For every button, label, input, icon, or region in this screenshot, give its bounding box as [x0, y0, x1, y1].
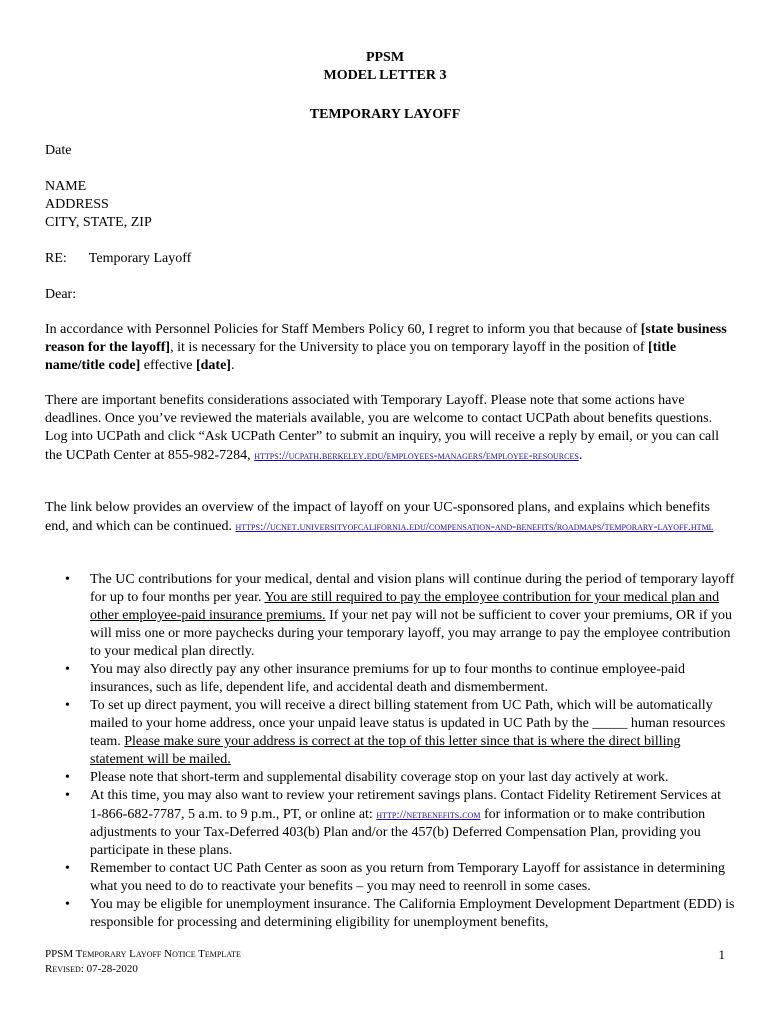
ucnet-layoff-link[interactable]: https://ucnet.universityofcalifornia.edu/compensation-and-benefits/roadmaps/temporary-layoff.html — [235, 519, 714, 533]
re-line — [45, 250, 191, 268]
benefits-bullet-list — [45, 571, 735, 932]
date-line: Date — [45, 143, 72, 158]
para1-text-e: effective — [140, 358, 196, 373]
list-item — [90, 787, 735, 860]
list-item: • Please note that short-term and supplemental disability coverage stop on your last day actively at work. — [90, 769, 735, 787]
address-block — [45, 178, 152, 232]
netbenefits-link[interactable]: http://netbenefits.com — [376, 807, 481, 821]
para1-text-a: In accordance with Personnel Policies for Staff Members Policy 60, I regret to inform you that because of — [45, 322, 641, 337]
re-label: RE: — [45, 251, 67, 266]
list-item — [90, 697, 735, 769]
bullet5-text-b: for information or to make contribution adjustments to your Tax-Deferred 403(b) Plan and/or the 457(b) Deferred Compensation Plan, providing you participate in these plans. — [90, 807, 706, 858]
para3-text: The link below provides an overview of the impact of layoff on your UC-sponsored plans, and explains which benefits end, and which can be continued. — [45, 500, 710, 534]
address-name: NAME — [45, 179, 87, 194]
list-item: • You may be eligible for unemployment insurance. The California Employment Development Department (EDD) is responsible for processing and determining eligibility for unemployment benefits, — [90, 896, 735, 932]
footer-template-name: PPSM Temporary Layoff Notice Template — [45, 948, 241, 960]
bullet5-text-a: At this time, you may also want to review your retirement savings plans. Contact Fidelity Retirement Services at 1-866-682-7787, 5 a.m. to 9 p.m., PT, or online at: — [90, 788, 722, 822]
bullet1-text-b: If your net pay will not be sufficient to cover your premiums, OR if you will miss one or more paychecks during your temporary layoff, you may arrange to pay the employee contribution to your medical plan directly. — [90, 608, 733, 659]
paragraph-overview — [45, 499, 730, 536]
list-item — [90, 571, 735, 661]
para1-text-g: . — [230, 358, 235, 373]
list-item: • You may also directly pay any other insurance premiums for up to four months to continue employee-paid insurances, such as life, dependent life, and accidental death and dismemberment. — [90, 661, 735, 697]
header-model-letter: MODEL LETTER 3 — [323, 68, 447, 83]
bullet3-underlined: Please make sure your address is correct at the top of this letter since that is where the direct billing statement will be mailed. — [90, 734, 681, 767]
page-footer — [45, 947, 725, 977]
address-city: CITY, STATE, ZIP — [45, 215, 152, 230]
letter-title: TEMPORARY LAYOFF — [309, 107, 461, 122]
list-item: • Remember to contact UC Path Center as soon as you return from Temporary Layoff for assistance in determining what you need to do to reactivate your benefits – you may need to reenroll in some cases. — [90, 860, 735, 896]
para1-text-c: , it is necessary for the University to place you on temporary layoff in the position of — [170, 340, 649, 355]
para2-end: . — [578, 448, 583, 463]
para2-text: There are important benefits considerations associated with Temporary Layoff. Please note that some actions have deadlines. Once you’ve reviewed the materials available, you are welcome to contact UCPath about benefits questions. Log into UCPath and click “Ask UCPath Center” to submit an inquiry, you will receive a reply by email, or you can call the UCPath Center at 855-982-7284, — [45, 393, 720, 463]
salutation: Dear: — [45, 287, 77, 302]
bullet1-text-a: The UC contributions for your medical, dental and vision plans will continue during the period of temporary layoff for up to four months per year. — [90, 572, 735, 605]
para1-date-placeholder: [date] — [195, 358, 231, 373]
para1-title-placeholder: [title name/title code] — [45, 340, 677, 373]
re-value: Temporary Layoff — [88, 251, 192, 266]
para1-reason-placeholder: [state business reason for the layoff] — [45, 322, 727, 355]
address-street: ADDRESS — [45, 197, 109, 212]
ucpath-link[interactable]: https://ucpath.berkeley.edu/employees-managers/employee-resources — [254, 448, 579, 462]
bullet1-underlined: You are still required to pay the employee contribution for your medical plan and other employee-paid insurance premiums. — [90, 590, 720, 623]
page-number: 1 — [718, 947, 725, 962]
paragraph-layoff-notice — [45, 321, 730, 375]
header-ppsm: PPSM — [365, 50, 405, 65]
paragraph-benefits — [45, 392, 730, 465]
letter-header — [45, 49, 725, 85]
bullet3-text-a: To set up direct payment, you will receive a direct billing statement from UC Path, which will be automatically mailed to your home address, once your unpaid leave status is updated in UC Path by the _____ human resources team. — [90, 698, 726, 749]
footer-revised: Revised: 07-28-2020 — [45, 963, 138, 975]
